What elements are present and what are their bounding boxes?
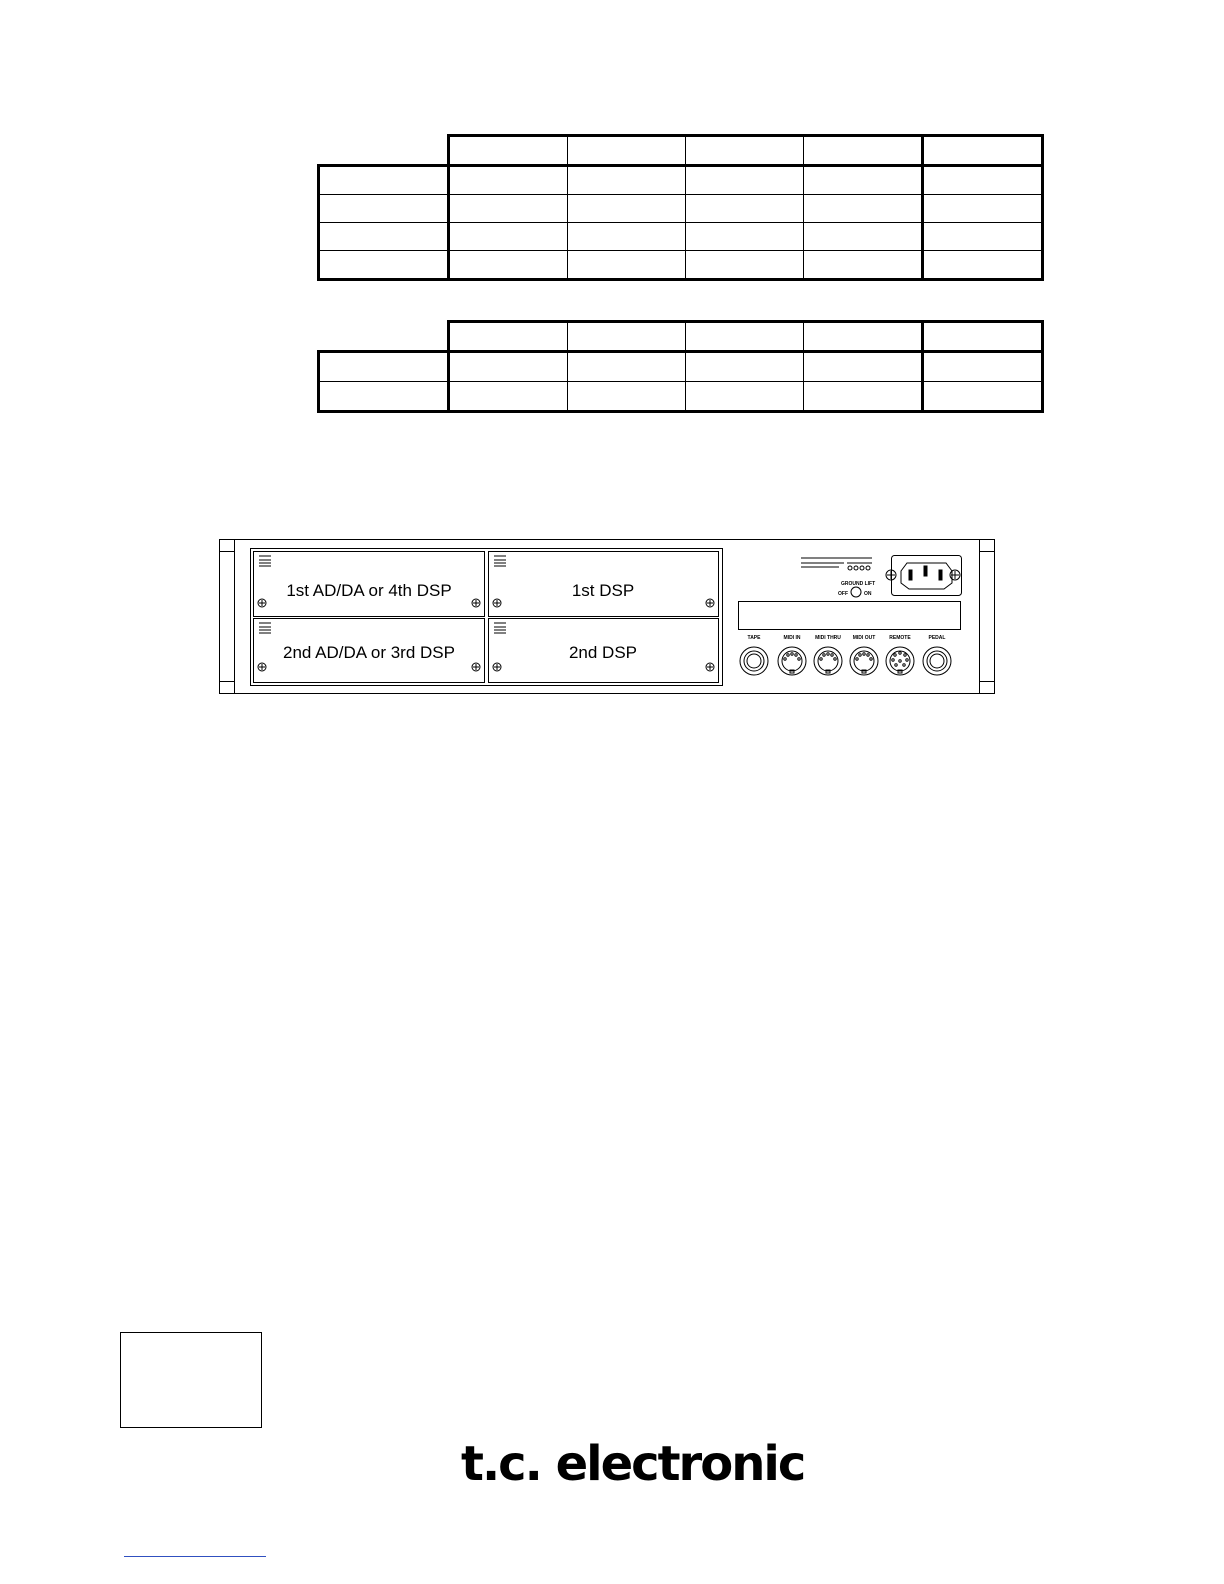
screw-icon xyxy=(472,663,480,671)
ground-lift-label: GROUND LIFT xyxy=(841,581,876,587)
module-header-mark xyxy=(259,556,271,566)
midi-connector-icon xyxy=(814,647,842,675)
midi-connector-icon xyxy=(850,647,878,675)
table-row xyxy=(319,352,1043,382)
rear-panel-drawing xyxy=(219,539,996,695)
page-number-box xyxy=(120,1332,262,1428)
screw-icon xyxy=(493,599,501,607)
module-label: 2nd DSP xyxy=(568,643,638,662)
table-row xyxy=(319,166,1043,195)
connector-label: MIDI OUT xyxy=(852,635,876,641)
remote-connector-icon xyxy=(886,647,914,675)
connector-label: MIDI THRU xyxy=(815,635,841,641)
module-header-mark xyxy=(494,623,506,633)
jack-connector-icon xyxy=(740,647,768,675)
ground-lift-switch-icon xyxy=(851,587,861,597)
connector-label: TAPE xyxy=(747,635,761,641)
table-row xyxy=(319,136,1043,166)
table-row xyxy=(319,251,1043,280)
footer-link-underline[interactable] xyxy=(124,1556,266,1557)
screw-icon xyxy=(706,663,714,671)
module-header-mark xyxy=(259,623,271,633)
screw-icon xyxy=(886,570,896,580)
connector-label: MIDI IN xyxy=(783,635,801,641)
screw-icon xyxy=(493,663,501,671)
table-row xyxy=(319,223,1043,251)
table-2 xyxy=(317,320,1044,413)
jack-connector-icon xyxy=(923,647,951,675)
table-row xyxy=(319,322,1043,352)
screw-icon xyxy=(472,599,480,607)
module-label: 2nd AD/DA or 3rd DSP xyxy=(283,643,455,662)
table-1 xyxy=(317,134,1044,281)
module-label: 1st DSP xyxy=(571,581,635,600)
screw-icon xyxy=(950,570,960,580)
midi-connector-icon xyxy=(778,647,806,675)
label-plate xyxy=(739,602,961,630)
screw-icon xyxy=(258,599,266,607)
screw-icon xyxy=(706,599,714,607)
table-row xyxy=(319,195,1043,223)
module-header-mark xyxy=(494,556,506,566)
rating-text-lines xyxy=(801,558,872,570)
connector-label: PEDAL xyxy=(928,635,946,641)
table-row xyxy=(319,382,1043,412)
tc-electronic-logo: t.c. electronic xyxy=(461,1436,805,1492)
connector-label: REMOTE xyxy=(889,635,911,641)
screw-icon xyxy=(258,663,266,671)
ground-lift-off-label: OFF xyxy=(838,591,848,597)
module-label: 1st AD/DA or 4th DSP xyxy=(286,581,452,600)
ground-lift-on-label: ON xyxy=(864,591,872,597)
